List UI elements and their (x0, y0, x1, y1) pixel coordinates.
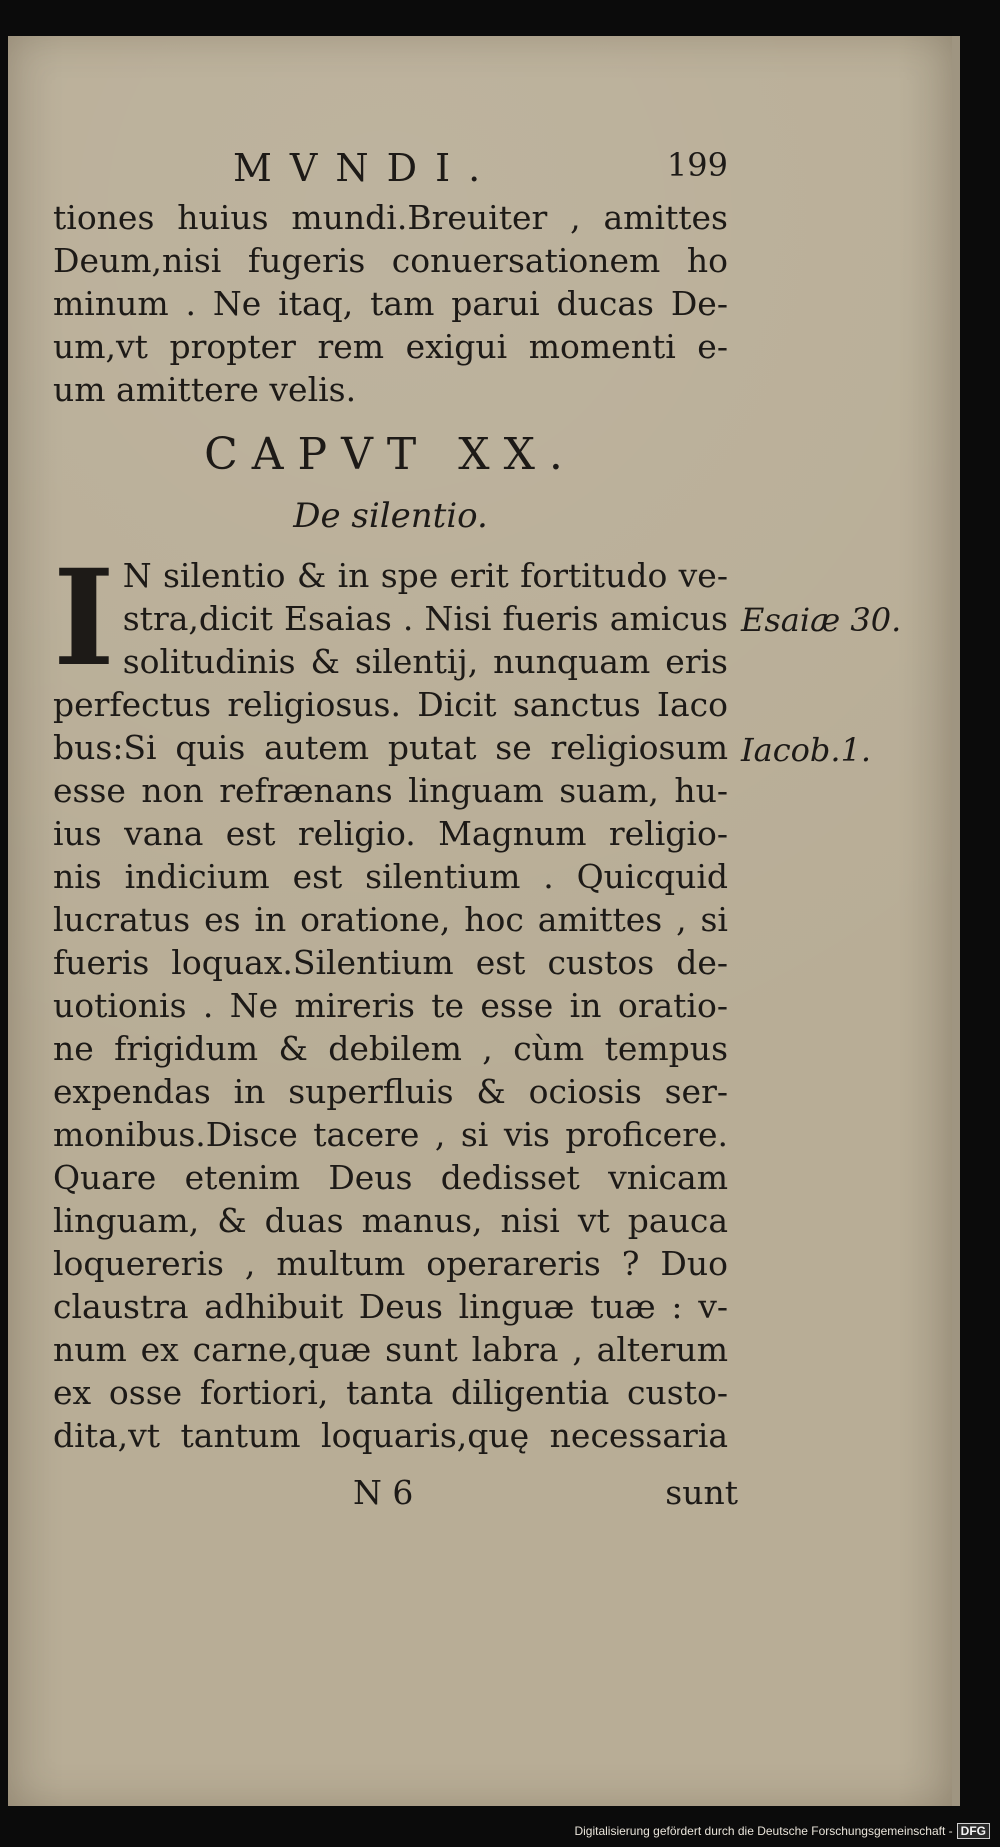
text-line: Quare etenim Deus dedisset vnicam (53, 1158, 728, 1197)
text-line: minum . Ne itaq, tam parui ducas De- (53, 284, 728, 323)
text-area (53, 146, 738, 1512)
text-line: claustra adhibuit Deus linguæ tuæ : v- (53, 1287, 728, 1326)
text-line: perfectus religiosus. Dicit sanctus Iaco (53, 685, 728, 724)
margin-note-iacob: Iacob.1. (741, 731, 872, 769)
body-paragraph (53, 541, 728, 1457)
text-line: loquereris , multum operareris ? Duo (53, 1244, 728, 1283)
intro-paragraph (53, 196, 728, 411)
page-header (53, 146, 728, 196)
margin-note-esaiae: Esaiæ 30. (741, 601, 902, 639)
page-footer (53, 1473, 738, 1512)
signature-mark: N 6 (353, 1473, 414, 1512)
digitization-credit (574, 1823, 990, 1839)
text-line: stra,dicit Esaias . Nisi fueris amicus (122, 599, 728, 638)
catchword: sunt (665, 1473, 738, 1512)
text-line: monibus.Disce tacere , si vis proficere. (53, 1115, 728, 1154)
text-line: lucratus es in oratione, hoc amittes , si (53, 900, 728, 939)
dfg-logo: DFG (957, 1823, 990, 1839)
text-line: ius vana est religio. Magnum religio- (53, 814, 728, 853)
page-number: 199 (666, 146, 728, 184)
text-line: nis indicium est silentium . Quicquid (53, 857, 728, 896)
text-line: N silentio & in spe erit fortitudo ve- (122, 556, 728, 595)
chapter-subtitle: De silentio. (293, 496, 488, 536)
text-line: uotionis . Ne mireris te esse in oratio- (53, 986, 728, 1025)
text-line: dita,vt tantum loquaris,quę necessaria (53, 1416, 728, 1455)
text-line: fueris loquax.Silentium est custos de- (53, 943, 728, 982)
text-line: num ex carne,quæ sunt labra , alterum (53, 1330, 728, 1369)
text-line: ex osse fortiori, tanta diligentia custo- (53, 1373, 728, 1412)
text-line: bus:Si quis autem putat se religiosum (53, 728, 728, 767)
text-line: solitudinis & silentij, nunquam eris (122, 642, 728, 681)
credit-text: Digitalisierung gefördert durch die Deutsche Forschungsgemeinschaft - (574, 1824, 953, 1838)
running-head: MVNDI. (233, 146, 499, 190)
text-line: esse non refrænans linguam suam, hu- (53, 771, 728, 810)
text-line: tiones huius mundi.Breuiter , amittes (53, 198, 728, 237)
text-line: expendas in superfluis & ociosis ser- (53, 1072, 728, 1111)
text-line: um,vt propter rem exigui momenti e- (53, 327, 728, 366)
text-line: linguam, & duas manus, nisi vt pauca (53, 1201, 728, 1240)
text-line: ne frigidum & debilem , cùm tempus (53, 1029, 728, 1068)
drop-cap: I (53, 541, 115, 696)
book-page (8, 36, 954, 1806)
text-line: um amittere velis. (53, 370, 357, 409)
chapter-title: CAPVT XX. (204, 429, 577, 480)
text-line: Deum,nisi fugeris conuersationem ho (53, 241, 728, 280)
